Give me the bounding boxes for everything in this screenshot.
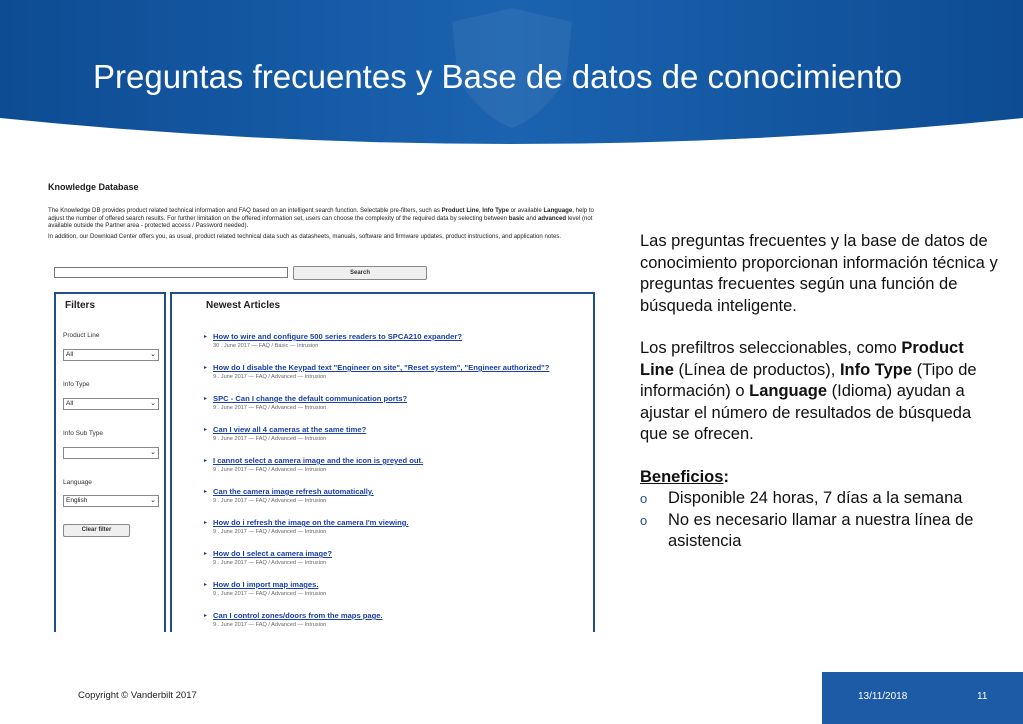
product-line-value: All xyxy=(66,351,74,358)
info-sub-type-value xyxy=(64,449,66,456)
bullet-icon: ▸ xyxy=(204,489,208,495)
bullet-icon: ▸ xyxy=(204,458,208,464)
kdb-desc-paragraph-1: The Knowledge DB provides product related technical information and FAQ based on an intelligent search function. Selectable pre-filters, such as Product Line, Info Type or available Language, help to adjust the number of offered search results. For further limitation on the offered information set, users can choose the complexity of the required data by selecting between basic and advanced level (not available outside the Partner area - protected access / Password needed). xyxy=(48,207,594,230)
language-label: Language xyxy=(63,479,92,486)
chevron-down-icon: ⌄ xyxy=(150,497,156,504)
article-meta: 9 . June 2017 — FAQ / Advanced — Intrusion xyxy=(213,591,327,597)
benefits-heading: Beneficios: xyxy=(640,467,729,486)
article-meta: 9 . June 2017 — FAQ / Advanced — Intrusion xyxy=(213,436,327,442)
paragraph-gap xyxy=(640,446,1000,467)
slide-header xyxy=(0,0,1023,170)
article-meta: 9 . June 2017 — FAQ / Advanced — Intrusion xyxy=(213,498,327,504)
paragraph-gap xyxy=(640,317,1000,338)
article-meta: 9 . June 2017 — FAQ / Advanced — Intrusion xyxy=(213,467,327,473)
product-line-label: Product Line xyxy=(63,332,100,339)
copyright-text: Copyright © Vanderbilt 2017 xyxy=(78,690,197,701)
circle-bullet-icon: o xyxy=(640,512,648,528)
info-sub-type-select[interactable] xyxy=(63,447,159,459)
chevron-down-icon: ⌄ xyxy=(150,449,156,456)
benefit-item: o Disponible 24 horas, 7 días a la semana xyxy=(640,488,1000,510)
article-link[interactable]: Can I view all 4 cameras at the same time? xyxy=(213,425,367,434)
slide-title: Preguntas frecuentes y Base de datos de conocimiento xyxy=(93,58,902,95)
newest-articles-panel xyxy=(170,292,595,632)
kdb-title: Knowledge Database xyxy=(48,182,139,192)
bullet-icon: ▸ xyxy=(204,365,208,371)
kdb-description xyxy=(48,207,608,243)
page-number: 11 xyxy=(977,691,988,702)
search-input[interactable] xyxy=(54,267,288,278)
article-meta: 9 . June 2017 — FAQ / Advanced — Intrusion xyxy=(213,405,327,411)
chevron-down-icon: ⌄ xyxy=(150,351,156,358)
bullet-icon: ▸ xyxy=(204,427,208,433)
knowledge-db-screenshot xyxy=(40,172,615,632)
info-type-select[interactable] xyxy=(63,398,159,410)
article-meta: 9 . June 2017 — FAQ / Advanced — Intrusion xyxy=(213,374,327,380)
article-link[interactable]: How do I import map images. xyxy=(213,580,319,589)
prefilters-paragraph: Los prefiltros seleccionables, como Product Line (Línea de productos), Info Type (Tipo de información) o Language (Idioma) ayudan a ajustar el número de resultados de búsqueda que se ofrecen. xyxy=(640,339,977,443)
info-type-value: All xyxy=(66,400,74,407)
article-meta: 9 . June 2017 — FAQ / Advanced — Intrusion xyxy=(213,560,327,566)
article-meta: 30 . June 2017 — FAQ / Basic — Intrusion xyxy=(213,343,319,349)
slide-body-text xyxy=(640,231,1000,553)
intro-paragraph: Las preguntas frecuentes y la base de datos de conocimiento proporcionan información técnica y preguntas frecuentes según una función de búsqueda inteligente. xyxy=(640,232,998,315)
chevron-down-icon: ⌄ xyxy=(150,400,156,407)
article-link[interactable]: How do i refresh the image on the camera I'm viewing. xyxy=(213,518,409,527)
newest-articles-title: Newest Articles xyxy=(206,300,281,311)
article-meta: 9 . June 2017 — FAQ / Advanced — Intrusion xyxy=(213,622,327,628)
search-button[interactable]: Search xyxy=(293,266,427,280)
article-link[interactable]: How do I select a camera image? xyxy=(213,549,333,558)
article-link[interactable]: Can the camera image refresh automatically. xyxy=(213,487,374,496)
article-meta: 9 . June 2017 — FAQ / Advanced — Intrusion xyxy=(213,529,327,535)
benefit-item: o No es necesario llamar a nuestra línea de asistencia xyxy=(640,510,974,550)
article-link[interactable]: How to wire and configure 500 series readers to SPCA210 expander? xyxy=(213,332,462,341)
bullet-icon: ▸ xyxy=(204,551,208,557)
filters-panel xyxy=(54,292,166,632)
article-link[interactable]: How do I disable the Keypad text "Engineer on site", "Reset system", "Engineer authorized"? xyxy=(213,363,550,372)
info-sub-type-label: Info Sub Type xyxy=(63,430,103,437)
clear-filter-button[interactable]: Clear filter xyxy=(63,524,130,537)
benefits-list xyxy=(640,488,1000,553)
info-type-label: Info Type xyxy=(63,381,90,388)
footer-date: 13/11/2018 xyxy=(858,691,908,702)
article-link[interactable]: SPC - Can I change the default communication ports? xyxy=(213,394,408,403)
article-link[interactable]: Can I control zones/doors from the maps page. xyxy=(213,611,383,620)
product-line-select[interactable] xyxy=(63,349,159,361)
bullet-icon: ▸ xyxy=(204,613,208,619)
bullet-icon: ▸ xyxy=(204,396,208,402)
filters-title: Filters xyxy=(65,300,96,311)
bullet-icon: ▸ xyxy=(204,520,208,526)
circle-bullet-icon: o xyxy=(640,491,648,506)
footer-band xyxy=(822,672,1023,724)
article-link[interactable]: I cannot select a camera image and the icon is greyed out. xyxy=(213,456,424,465)
kdb-desc-paragraph-2: In addition, our Download Center offers you, as usual, product related technical data such as datasheets, manuals, software and firmware updates, product instructions, and application notes. xyxy=(48,232,562,240)
language-value: English xyxy=(66,497,88,504)
bullet-icon: ▸ xyxy=(204,582,208,588)
language-select[interactable] xyxy=(63,495,159,507)
bullet-icon: ▸ xyxy=(204,334,208,340)
